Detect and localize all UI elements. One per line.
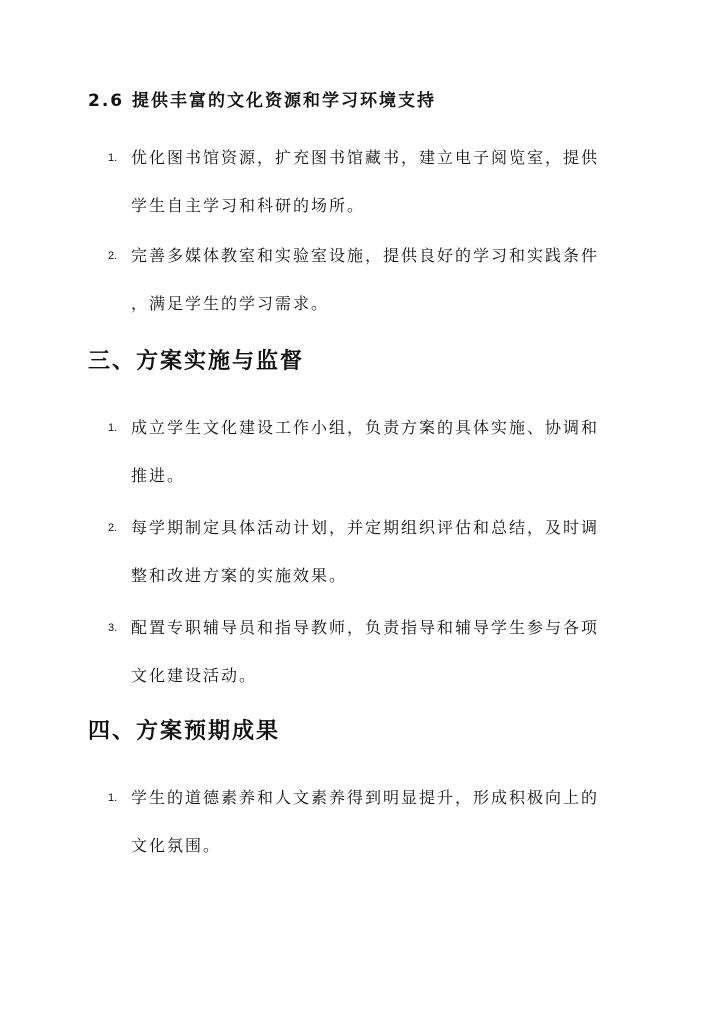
list-item-text: [131, 404, 628, 500]
text-line: 学生的道德素养和人文素养得到明显提升，形成积极向上的: [131, 788, 600, 807]
text-line: 配置专职辅导员和指导教师，负责指导和辅导学生参与各项: [131, 618, 600, 637]
list-number: 1.: [108, 792, 118, 804]
text-line: 推进。: [131, 466, 186, 485]
text-line: 学生自主学习和科研的场所。: [131, 196, 366, 215]
list-item-text: [131, 604, 628, 700]
list-number: 1.: [108, 422, 118, 434]
list-number: 1.: [108, 152, 118, 164]
list-item-text: [131, 774, 628, 870]
text-line: 文化建设活动。: [131, 666, 258, 685]
list-item-text: [131, 232, 628, 328]
list-item-text: [131, 134, 628, 230]
text-line: 成立学生文化建设工作小组，负责方案的具体实施、协调和: [131, 418, 600, 437]
list-number: 3.: [108, 622, 118, 634]
section-3-heading: 三、方案实施与监督: [88, 349, 305, 374]
list-number: 2.: [108, 522, 118, 534]
text-line: ，满足学生的学习需求。: [131, 294, 330, 313]
list-item-text: [131, 504, 628, 600]
text-line: 文化氛围。: [131, 836, 222, 855]
text-line: 优化图书馆资源，扩充图书馆藏书，建立电子阅览室，提供: [131, 148, 600, 167]
list-number: 2.: [108, 250, 118, 262]
text-line: 完善多媒体教室和实验室设施，提供良好的学习和实践条件: [131, 246, 600, 265]
text-line: 每学期制定具体活动计划，并定期组织评估和总结，及时调: [131, 518, 600, 537]
section-2-6-heading: 2.6 提供丰富的文化资源和学习环境支持: [88, 91, 437, 111]
section-4-heading: 四、方案预期成果: [88, 719, 281, 744]
text-line: 整和改进方案的实施效果。: [131, 566, 348, 585]
